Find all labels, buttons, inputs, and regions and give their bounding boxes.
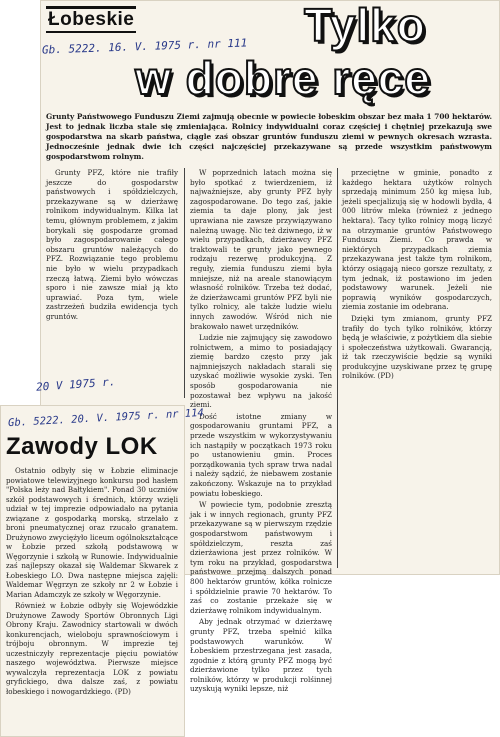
- article-column-3: [342, 168, 492, 383]
- column-divider: [184, 168, 185, 398]
- paragraph: W poprzednich latach można się było spotkać z twierdzeniem, iż najważniejsze, aby grunty PFZ były zagospodarowane. Do tego zaś, jakie ziemia ta daje plony, jak jest uprawiana nie zawsze przywiązywano należną uwagę. Nic też dziwnego, iż w wielu przypadkach, dzierżawcy PFZ traktowali te grunty jako pewnego rodzaju rezerwę produkcyjną. Z reguły, ziemia funduszu ziemi była mniejsze, niż na areale stanowiącym własność rolników. Trzeba też dodać, że dzierżawcami gruntów PFZ byli nie tylko rolnicy, ale także ludzie wielu innych zawodów. Wśród nich nie brakowało nawet urzędników.: [190, 168, 332, 331]
- handwritten-date-note: 20 V 1975 r.: [35, 375, 116, 394]
- headline-line-1: Tylko: [304, 0, 426, 51]
- paragraph: Dość istotne zmiany w gospodarowaniu gruntami PFZ, a przede wszystkim w wykorzystywaniu ich nastąpiły w początkach 1973 roku po ustanowieniu gmin. Proces porządkowania tych spraw trwa nadal i należy sądzić, że niebawem zostanie zakończony. Wskazuje na to przykład powiatu łobeskiego.: [190, 411, 332, 498]
- section-label: Łobeskie: [46, 6, 136, 33]
- paragraph: Ostatnio odbyły się w Łobzie eliminacje powiatowe telewizyjnego konkursu pod hasłem "Polska leży nad Bałtykiem". Ponad 30 uczniów szkół podstawowych i średnich, którzy wzięli udział w tej imprezie odpowiadało na pytania związane z gospodarką morską, strzelało z broni pneumatycznej oraz rzucało granatem. Drużynowo zwyciężyło liceum ogólnokształcące w Łobzie przed szkołą podstawową w Węgorzynie i szkołą w Runowie. Indywidualnie zaś najlepszy okazał się Waldemar Skwarek z Łobeskiego LO. Dwa następne miejsca zajęli: Waldemar Węgrzyn ze szkoły nr 2 w Łobzie i Marian Adamczyk ze szkoły w Węgorzynie.: [6, 466, 178, 599]
- paragraph: Ludzie nie zajmujący się zawodowo rolnictwem, a mimo to posiadający ziemię bardzo często przy jak najmniejszych nakładach starali się uzyskać możliwie wysokie zyski. Ten sposób gospodarowania nie pozostawał bez wpływu na jakość ziemi.: [190, 333, 332, 410]
- paragraph: Aby jednak otrzymać w dzierżawę grunty PFZ, trzeba spełnić kilka podstawowych warunków. W Łobeskiem przestrzegana jest zasada, zgodnie z którą grunty PFZ mogą być dzierżawione tylko przez tych rolników, którzy w produkcji rolśinnej uzyskują wyniki lepsze, niż: [190, 617, 332, 694]
- handwritten-archive-note: Gb. 5222. 16. V. 1975 r. nr 111: [41, 36, 248, 57]
- paragraph: W powiecie tym, podobnie zresztą jak i w innych regionach, grunty PFZ przekazywane są w pierwszym rzędzie gospodarstwom państwowym i spółdzielczym, reszta zaś dzierżawiona jest przez rolników. W tym roku na przykład, gospodarstwa państwowe przejmą dalszych ponad 800 hektarów gruntów, kółka rolnicze i spółdzielnie prawie 70 hektarów. To zaś co zostanie przekaże się w dzierżawę rolnikom indywidualnym.: [190, 500, 332, 615]
- column-divider: [337, 168, 338, 568]
- article-column-2: [190, 168, 332, 696]
- headline-line-2: w dobre ręce: [135, 52, 431, 104]
- paragraph: Grunty PFZ, które nie trafiły jeszcze do gospodarstw państwowych i spółdzielczych, przekazywane są w dzierżawę rolnikom indywidualnym. Kilka lat temu, głównym problemem, z jakim borykali się gospodarze gromad było zagospodarowanie całego obszaru gruntów należących do PFZ. Rozwiązanie tego problemu nie było w wielu przypadkach rzeczą łatwą. Ziemi było wówczas sporo i nie zawsze miał ją kto uprawiać. Poza tym, wiele zastrzeżeń budziła ewidencja tych gruntów.: [46, 168, 178, 321]
- article-column: [6, 466, 178, 698]
- handwritten-archive-note: Gb. 5222. 20. V. 1975 r. nr 114: [7, 406, 205, 430]
- paragraph: Dzięki tym zmianom, grunty PFZ trafiły do tych tylko rolników, którzy będą je właściwie, z pożytkiem dla siebie i społeczeństwa użytkowali. Gwarancją, iż tak rzeczywiście będzie są wyniki produkcyjne uzyskiwane przez tę grupę rolników. (PD): [342, 313, 492, 381]
- paragraph: Również w Łobzie odbyły się Wojewódzkie Drużynowe Zawody Sportów Obronnych Ligi Obrony Kraju. Zawodnicy startowali w dwóch konkurencjach, wieloboju sprawnościowym i trójboju obronnym. W imprezie tej uczestniczyły reprezentacje pięciu powiatów naszego województwa. Pierwsze miejsce wywalczyła reprezentacja LOK z powiatu gryfickiego, dwa dalsze zaś, z powiatu łobeskiego i nowogardzkiego. (PD): [6, 601, 178, 696]
- article-lead: Grunty Państwowego Funduszu Ziemi zajmują obecnie w powiecie łobeskim obszar bez mała 1 700 hektarów. Jest to jednak liczba stale się zmieniająca. Rolnicy indywidualni coraz częściej i chętniej przekazują swe gospodarstwa na skarb państwa, ciągle zaś obszar gruntów funduszu ziemi w pewnych okresach wzrasta. Jednocześnie jednak dwie ich części najczęściej przekazywane są przede wszystkim państwowym gospodarstwom rolnym.: [46, 112, 492, 161]
- headline: Zawody LOK: [6, 433, 158, 460]
- paragraph: przeciętne w gminie, ponadto z każdego hektara użytków rolnych sprzedają minimum 250 kg mięsa lub, jeżeli specjalizują się w hodowli bydła, 4 000 litrów mleka (również z jednego hektara). Tacy tylko rolnicy mogą liczyć na otrzymanie gruntów Państwowego Funduszu Ziemi. Co prawda w niektórych przypadkach ziemia przekazywana jest także tym rolnikom, którzy osiągają nieco gorsze rezultaty, z tym jednak, iż postawiono im jeden podstawowy warunek. Jeżeli nie poprawią wyników gospodarczych, ziemia zostanie im odebrana.: [342, 168, 492, 312]
- article-column-1: [46, 168, 178, 324]
